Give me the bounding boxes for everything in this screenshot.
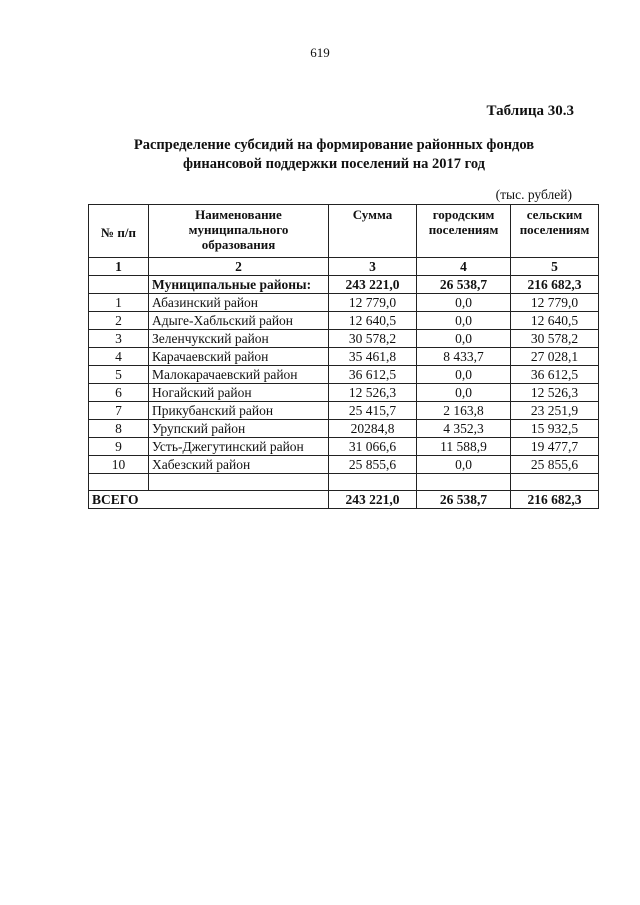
row-number: 5	[89, 366, 149, 384]
row-sum: 20284,8	[329, 420, 417, 438]
subtotal-row	[89, 276, 599, 294]
header-sum: Сумма	[329, 205, 417, 258]
row-rural: 23 251,9	[511, 402, 599, 420]
total-label: ВСЕГО	[89, 491, 329, 509]
empty-cell	[511, 474, 599, 491]
subtotal-rural: 216 682,3	[511, 276, 599, 294]
empty-row	[89, 474, 599, 491]
column-number: 3	[329, 258, 417, 276]
row-number: 1	[89, 294, 149, 312]
row-sum: 36 612,5	[329, 366, 417, 384]
row-name: Прикубанский район	[149, 402, 329, 420]
table-row	[89, 312, 599, 330]
row-sum: 12 779,0	[329, 294, 417, 312]
table-row	[89, 366, 599, 384]
table-row	[89, 402, 599, 420]
row-sum: 12 640,5	[329, 312, 417, 330]
row-number: 6	[89, 384, 149, 402]
empty-cell	[149, 474, 329, 491]
empty-cell	[329, 474, 417, 491]
row-rural: 12 526,3	[511, 384, 599, 402]
row-urban: 0,0	[417, 330, 511, 348]
row-rural: 12 779,0	[511, 294, 599, 312]
row-name: Усть-Джегутинский район	[149, 438, 329, 456]
row-number: 10	[89, 456, 149, 474]
subsidy-table	[88, 204, 599, 509]
row-urban: 4 352,3	[417, 420, 511, 438]
row-sum: 35 461,8	[329, 348, 417, 366]
page-number: 619	[310, 45, 330, 60]
empty-cell	[89, 474, 149, 491]
row-sum: 31 066,6	[329, 438, 417, 456]
title-line-2: финансовой поддержки поселений на 2017 год	[183, 156, 485, 172]
row-urban: 0,0	[417, 366, 511, 384]
row-urban: 0,0	[417, 312, 511, 330]
row-urban: 8 433,7	[417, 348, 511, 366]
row-number: 4	[89, 348, 149, 366]
row-urban: 0,0	[417, 456, 511, 474]
row-number: 2	[89, 312, 149, 330]
row-sum: 25 415,7	[329, 402, 417, 420]
total-urban: 26 538,7	[417, 491, 511, 509]
column-number: 2	[149, 258, 329, 276]
header-urban: городским поселениям	[417, 205, 511, 258]
total-sum: 243 221,0	[329, 491, 417, 509]
header-rural: сельским поселениям	[511, 205, 599, 258]
row-name: Малокарачаевский район	[149, 366, 329, 384]
row-name: Хабезский район	[149, 456, 329, 474]
total-row	[89, 491, 599, 509]
header-number: № п/п	[89, 205, 149, 258]
row-rural: 25 855,6	[511, 456, 599, 474]
table-row	[89, 438, 599, 456]
column-numbers-row	[89, 258, 599, 276]
row-name: Абазинский район	[149, 294, 329, 312]
row-number: 7	[89, 402, 149, 420]
row-name: Адыге-Хабльский район	[149, 312, 329, 330]
subtotal-label: Муниципальные районы:	[149, 276, 329, 294]
empty-cell	[417, 474, 511, 491]
row-name: Ногайский район	[149, 384, 329, 402]
table-row	[89, 330, 599, 348]
total-rural: 216 682,3	[511, 491, 599, 509]
row-rural: 12 640,5	[511, 312, 599, 330]
row-sum: 12 526,3	[329, 384, 417, 402]
table-row	[89, 294, 599, 312]
table-row	[89, 456, 599, 474]
row-rural: 27 028,1	[511, 348, 599, 366]
row-rural: 30 578,2	[511, 330, 599, 348]
table-row	[89, 420, 599, 438]
row-number: 8	[89, 420, 149, 438]
subtotal-urban: 26 538,7	[417, 276, 511, 294]
units-note: (тыс. рублей)	[495, 187, 572, 202]
column-number: 1	[89, 258, 149, 276]
column-number: 5	[511, 258, 599, 276]
table-row	[89, 348, 599, 366]
subtotal-sum: 243 221,0	[329, 276, 417, 294]
header-row	[89, 205, 599, 258]
row-sum: 30 578,2	[329, 330, 417, 348]
table-label: Таблица 30.3	[486, 103, 574, 119]
title-line-1: Распределение субсидий на формирование районных фондов	[133, 137, 535, 153]
row-rural: 15 932,5	[511, 420, 599, 438]
subtotal-empty-cell	[89, 276, 149, 294]
header-name: Наименование муниципального образования	[149, 205, 329, 258]
row-number: 3	[89, 330, 149, 348]
row-urban: 11 588,9	[417, 438, 511, 456]
row-sum: 25 855,6	[329, 456, 417, 474]
row-name: Зеленчукский район	[149, 330, 329, 348]
row-urban: 0,0	[417, 294, 511, 312]
row-rural: 19 477,7	[511, 438, 599, 456]
row-number: 9	[89, 438, 149, 456]
table-row	[89, 384, 599, 402]
column-number: 4	[417, 258, 511, 276]
row-name: Урупский район	[149, 420, 329, 438]
row-urban: 0,0	[417, 384, 511, 402]
row-urban: 2 163,8	[417, 402, 511, 420]
row-name: Карачаевский район	[149, 348, 329, 366]
row-rural: 36 612,5	[511, 366, 599, 384]
document-title	[0, 136, 640, 174]
